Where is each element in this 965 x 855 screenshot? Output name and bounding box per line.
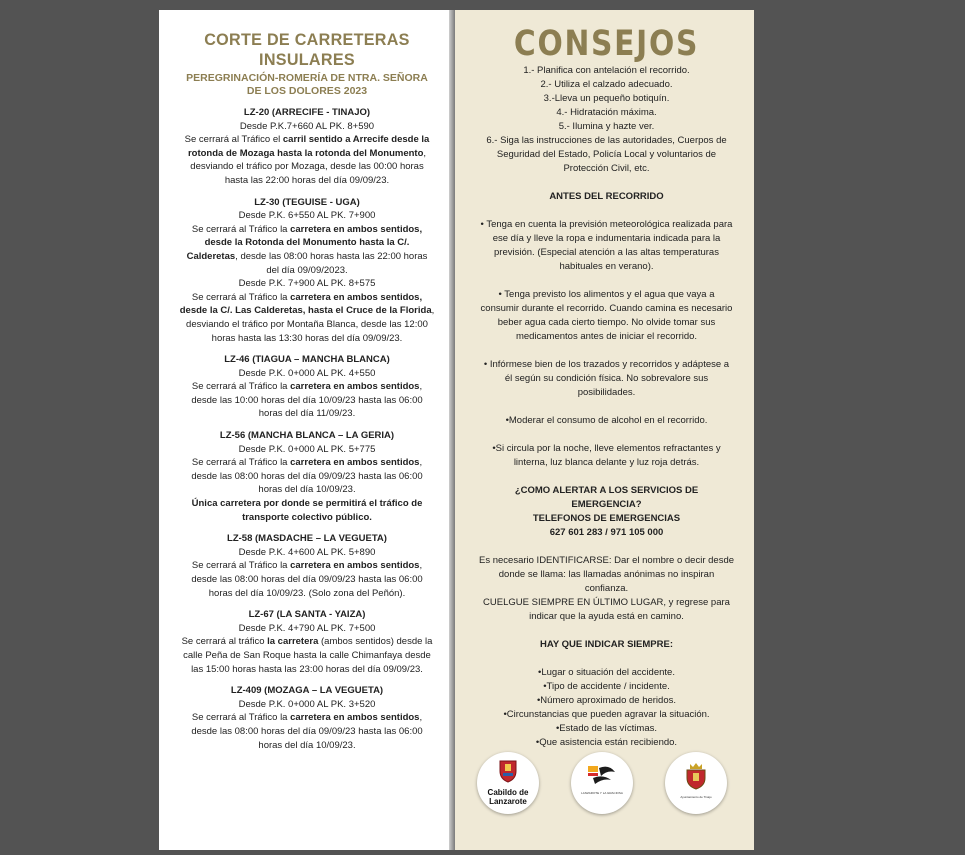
road-description: Se cerrará al tráfico la carretera (ambos sentidos) desde la calle Peña de San Roque hasta la calle Chimanfaya desde las 15:00 horas hasta las 23:00 horas del día 09/09/23. <box>181 636 433 675</box>
road-lz20 <box>179 106 435 188</box>
indicate-item: •Que asistencia están recibiendo. <box>535 737 678 748</box>
road-pk: Desde P.K. 4+790 AL PK. 7+500 <box>238 622 376 634</box>
before-route-item: • Tenga en cuenta la previsión meteorológica realizada para ese día y lleve la ropa e indumentaria indicada para la previsión. (Especial atención a las altas temperaturas habituales en verano). <box>480 219 733 272</box>
alert-heading: ¿COMO ALERTAR A LOS SERVICIOS DE EMERGENCIA? <box>514 485 699 510</box>
road-name: LZ-30 (TEGUISE - UGA) <box>254 196 360 208</box>
road-name: LZ-67 (LA SANTA - YAIZA) <box>248 609 366 621</box>
ayuntamiento-tinajo-logo <box>665 752 727 814</box>
road-description: Se cerrará al Tráfico la carretera en ambos sentidos, desde la Rotonda del Monumento hasta la C/. Calderetas, desde las 08:00 horas hasta las 22:00 horas del día 09/09/2023. <box>186 223 428 276</box>
tip-item: 1.- Planifica con antelación el recorrido. <box>523 65 690 76</box>
consorcio-emergencias-logo <box>571 752 633 814</box>
road-pk: Desde P.K. 0+000 AL PK. 4+550 <box>238 367 376 379</box>
indicate-item: •Lugar o situación del accidente. <box>538 667 675 678</box>
tip-item: 2.- Utiliza el calzado adecuado. <box>540 79 673 90</box>
indicate-item: •Número aproximado de heridos. <box>536 695 677 706</box>
road-name: LZ-58 (MASDACHE – LA VEGUETA) <box>227 533 387 545</box>
emergency-consortium-icon <box>585 764 619 786</box>
road-note: Única carretera por donde se permitirá el tráfico de transporte colectivo público. <box>191 498 423 523</box>
before-route-item: • Tenga previsto los alimentos y el agua que vaya a consumir durante el recorrido. Cuando camina es necesario beber agua cada cierto tiempo. No olvide tomar sus medicamentos antes de iniciar el recorrido. <box>480 289 733 342</box>
tip-item: 4.- Hidratación máxima. <box>556 107 657 118</box>
consorcio-label: LANZAROTE Y LA GRACIOSA <box>581 791 623 795</box>
road-pk: Desde P.K. 4+600 AL PK. 5+890 <box>238 546 376 558</box>
road-description: Se cerrará al Tráfico la carretera en ambos sentidos, desde las 08:00 horas del día 09/09/23 hasta las 06:00 horas del día 10/09/23. <box>191 712 423 751</box>
before-route-item: • Infórmese bien de los trazados y recorridos y adáptese a él según su condición física. No sobrevalore sus posibilidades. <box>483 359 730 398</box>
sponsor-logos <box>455 752 754 822</box>
indicate-heading: HAY QUE INDICAR SIEMPRE: <box>539 639 674 650</box>
road-name: LZ-20 (ARRECIFE - TINAJO) <box>243 107 371 118</box>
road-description: Se cerrará al Tráfico la carretera en ambos sentidos, desde la C/. Las Calderetas, hasta el Cruce de la Florida, desviando el tráfico por Montaña Blanca, desde las 12:00 horas hasta las 13:30 horas del día 09/09/23. <box>179 291 435 344</box>
road-lz56 <box>179 429 435 524</box>
road-name: LZ-46 (TIAGUA – MANCHA BLANCA) <box>224 354 390 366</box>
road-pk: Desde P.K.7+660 AL PK. 8+590 <box>239 120 375 132</box>
tinajo-coat-of-arms-icon <box>684 762 708 790</box>
road-description: Se cerrará al Tráfico la carretera en ambos sentidos, desde las 10:00 horas del día 10/09/23 hasta las 06:00 horas del día 11/09/23. <box>191 381 423 420</box>
road-pk: Desde P.K. 6+550 AL PK. 7+900 <box>238 210 376 222</box>
road-pk: Desde P.K. 0+000 AL PK. 5+775 <box>238 443 376 455</box>
before-route-heading: ANTES DEL RECORRIDO <box>549 191 664 202</box>
phones-heading: TELEFONOS DE EMERGENCIAS <box>532 513 681 524</box>
tip-item: 6.- Siga las instrucciones de las autoridades, Cuerpos de Seguridad del Estado, Policía Local y voluntarios de Protección Civil, etc. <box>486 135 727 174</box>
indicate-item: •Tipo de accidente / incidente. <box>543 681 670 692</box>
advice-title: CONSEJOS <box>513 24 700 64</box>
road-description: Se cerrará al Tráfico la carretera en ambos sentidos, desde las 08:00 horas del día 09/09/23 hasta las 06:00 horas del día 10/09/23. <box>191 457 423 496</box>
road-pk: Desde P.K. 7+900 AL PK. 8+575 <box>238 278 376 290</box>
road-name: LZ-56 (MANCHA BLANCA – LA GERIA) <box>219 430 395 442</box>
before-route-item: •Moderar el consumo de alcohol en el recorrido. <box>505 415 708 426</box>
hangup-instructions: CUELGUE SIEMPRE EN ÚLTIMO LUGAR, y regrese para indicar que la ayuda está en camino. <box>483 597 730 622</box>
tip-item: 5.- Ilumina y hazte ver. <box>558 121 655 132</box>
indicate-item: •Estado de las víctimas. <box>555 723 657 734</box>
road-lz46 <box>179 353 435 421</box>
road-lz409 <box>179 684 435 752</box>
road-lz30 <box>179 196 435 346</box>
closures-subtitle: PEREGRINACIÓN-ROMERÍA DE NTRA. SEÑORA DE LOS DOLORES 2023 <box>186 72 428 97</box>
road-closures-panel <box>159 10 449 850</box>
road-lz67 <box>179 608 435 676</box>
cabildo-line2: Lanzarote <box>489 797 527 806</box>
emergency-phones: 627 601 283 / 971 105 000 <box>549 527 664 538</box>
before-route-item: •Si circula por la noche, lleve elementos refractantes y linterna, luz blanca delante y luz roja detrás. <box>492 443 721 468</box>
road-name: LZ-409 (MOZAGA – LA VEGUETA) <box>230 685 384 697</box>
cabildo-line1: Cabildo de <box>487 788 529 797</box>
ayuntamiento-label: Ayuntamiento de Tinajo <box>680 795 712 799</box>
identify-instructions: Es necesario IDENTIFICARSE: Dar el nombre o decir desde donde se llama: las llamadas anónimas no inspiran confianza. <box>479 555 735 594</box>
advice-panel <box>455 10 754 850</box>
cabildo-shield-icon <box>498 759 518 783</box>
tip-item: 3.-Lleva un pequeño botiquín. <box>543 93 670 104</box>
cabildo-lanzarote-logo <box>477 752 539 814</box>
closures-title: CORTE DE CARRETERAS INSULARES <box>204 30 410 69</box>
road-description: Se cerrará al Tráfico el carril sentido a Arrecife desde la rotonda de Mozaga hasta la rotonda del Monumento, desviando el tráfico por Mozaga, desde las 00:00 horas hasta las 22:00 horas del día 09/09/23. <box>184 134 430 186</box>
road-description: Se cerrará al Tráfico la carretera en ambos sentidos, desde las 08:00 horas del día 09/09/23 hasta las 06:00 horas del día 10/09/23. (Solo zona del Peñón). <box>191 560 423 599</box>
road-pk: Desde P.K. 0+000 AL PK. 3+520 <box>238 698 376 710</box>
indicate-item: •Circunstancias que pueden agravar la situación. <box>503 709 710 720</box>
road-lz58 <box>179 532 435 600</box>
